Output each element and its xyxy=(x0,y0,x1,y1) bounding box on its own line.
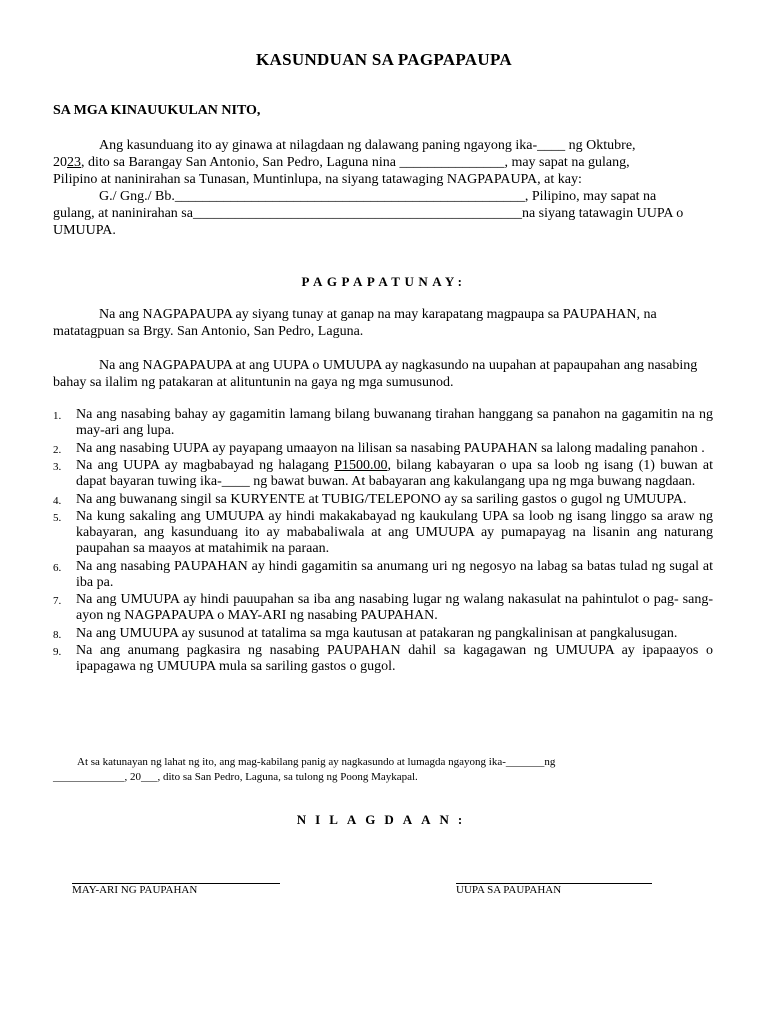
signature-label-owner: MAY-ARI NG PAUPAHAN xyxy=(72,884,198,896)
rent-amount: P1500.00 xyxy=(334,458,388,473)
intro-line-2: 2023, dito sa Barangay San Antonio, San Pedro, Laguna nina _______________, may sapat na gulang, xyxy=(53,155,630,170)
intro-line-6: UMUUPA. xyxy=(53,223,116,238)
closing-line-1: At sa katunayan ng lahat ng ito, ang mag-kabilang panig ay nagkasundo at lumagda ngayong ika-_______ng xyxy=(77,756,556,768)
intro-line-5: gulang, at naninirahan sa_______________________________________________na siyang tatawagin UUPA o xyxy=(53,206,684,221)
intro-line-1: Ang kasunduang ito ay ginawa at nilagdaan ng dalawang paning ngayong ika-____ ng Oktubre, xyxy=(99,138,636,153)
list-item: 4. Na ang buwanang singil sa KURYENTE at TUBIG/TELEPONO ay sa sariling gastos o gugol ng UMUUPA. xyxy=(53,491,687,507)
list-item: 9. Na ang anumang pagkasira ng nasabing PAUPAHAN dahil sa kagagawan ng UMUUPA ay ipapaayos o ipapagawa ng UMUUPA mula sa sariling gastos o gugol. xyxy=(53,643,713,674)
intro-line-4: G./ Gng./ Bb.__________________________________________________, Pilipino, may sapat na xyxy=(99,189,657,204)
terms-list xyxy=(53,407,713,677)
document-title: KASUNDUAN SA PAGPAPAUPA xyxy=(256,50,512,69)
list-item: 3. Na ang UUPA ay magbabayad ng halagang P1500.00, bilang kabayaran o upa sa loob ng isang (1) buwan at dapat bayaran tuwing ika-____ ng bawat buwan. At babayaran ang kakulangang upa ng mga buwang nagdaan. xyxy=(53,458,713,489)
list-item: 2. Na ang nasabing UUPA ay payapang umaayon na lilisan sa nasabing PAUPAHAN sa lalong madaling panahon . xyxy=(53,440,705,456)
list-item: 6. Na ang nasabing PAUPAHAN ay hindi gagamitin sa anumang uri ng negosyo na labag sa batas tulad ng sugal at iba pa. xyxy=(53,558,713,590)
intro-line-3: Pilipino at naninirahan sa Tunasan, Muntinlupa, na siyang tatawaging NAGPAPAUPA, at kay: xyxy=(53,172,582,187)
section-heading-nilagdaan: NILAGDAAN: xyxy=(296,812,472,827)
list-item: 1. Na ang nasabing bahay ay gagamitin lamang bilang buwanang tirahan hanggang sa panahon na gagamitin na ng may-ari ang lupa. xyxy=(53,407,713,438)
salutation: SA MGA KINAUUKULAN NITO, xyxy=(53,103,261,118)
paragraph-karapatan: Na ang NAGPAPAUPA ay siyang tunay at ganap na may karapatang magpaupa sa PAUPAHAN, na matatagpuan sa Brgy. San Antonio, San Pedro, Laguna. xyxy=(53,307,657,339)
section-heading-pagpapatunay: PAGPAPATUNAY: xyxy=(301,274,467,289)
closing-statement xyxy=(53,755,703,785)
list-item: 8. Na ang UMUUPA ay susunod at tatalima sa mga kautusan at patakaran ng pangkalinisan at pangkalusugan. xyxy=(53,625,678,641)
year-underlined: 23 xyxy=(67,155,81,170)
paragraph-kasunduan: Na ang NAGPAPAUPA at ang UUPA o UMUUPA ay nagkasundo na uupahan at papaupahan ang nasabing bahay sa ilalim ng patakaran at alituntunin na gaya ng mga sumusunod. xyxy=(53,358,698,390)
closing-line-2: _____________, 20___, dito sa San Pedro, Laguna, sa tulong ng Poong Maykapal. xyxy=(53,771,418,783)
intro-paragraph xyxy=(53,137,713,239)
signature-label-tenant: UUPA SA PAUPAHAN xyxy=(456,884,562,896)
list-item: 5. Na kung sakaling ang UMUUPA ay hindi makakabayad ng kaukulang UPA sa loob ng isang linggo sa araw ng kabayaran, ang kasunduang ito ay mababaliwala at ang UMUUPA ay pumapayag na lisanin ang naturang paupahan sa maayos at matahimik na paraan. xyxy=(53,509,713,556)
list-item: 7. Na ang UMUUPA ay hindi pauupahan sa iba ang nasabing lugar ng walang nakasulat na pahintulot o pag- sang-ayon ng NAGPAPAUPA o MAY-ARI ng nasabing PAUPAHAN. xyxy=(53,592,713,623)
